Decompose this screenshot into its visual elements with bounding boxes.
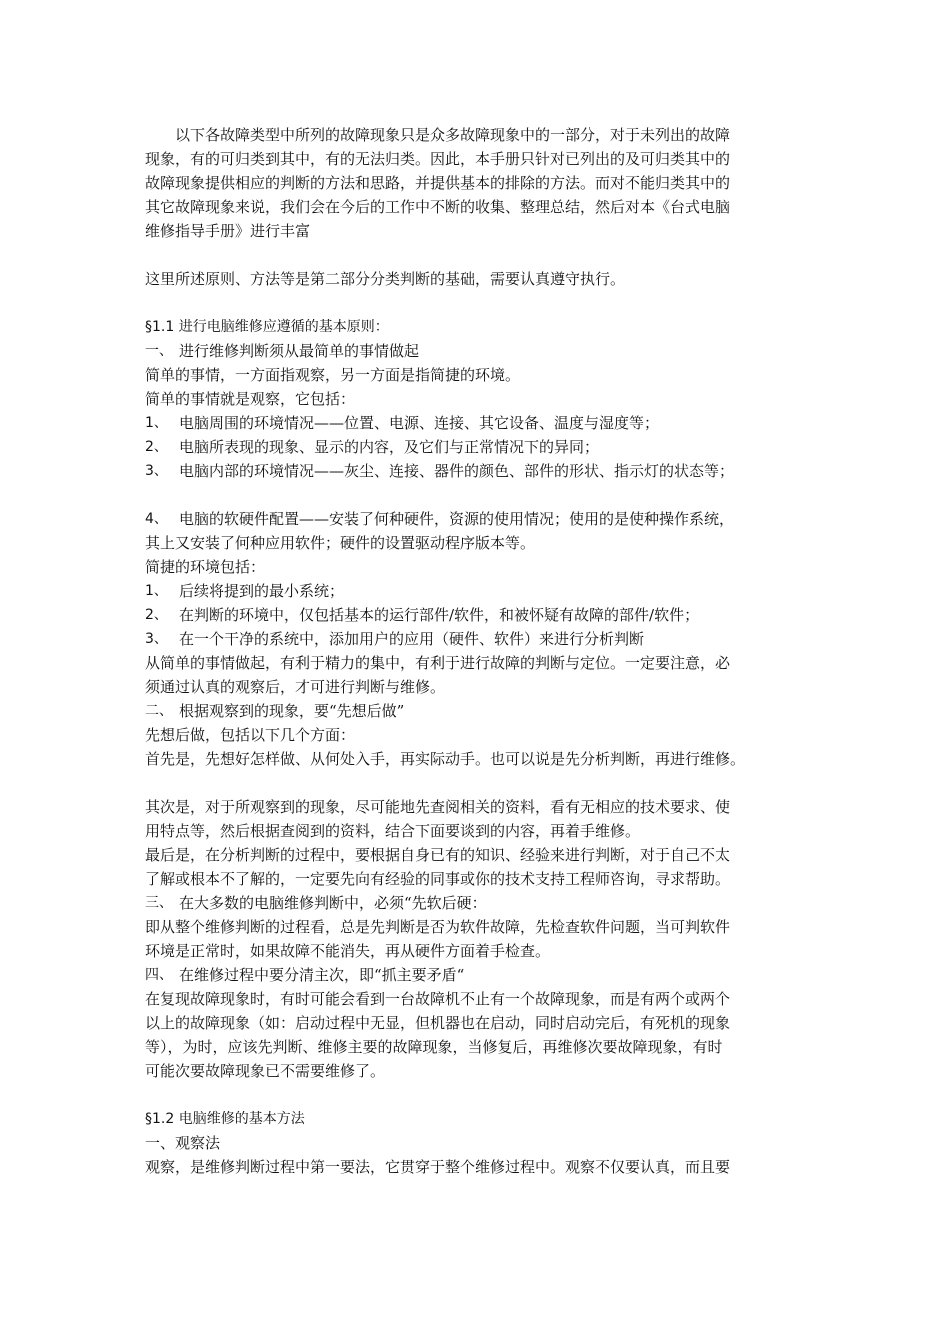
paragraph-line: 了解或根本不了解的，一定要先向有经验的同事或你的技术支持工程师咨询，寻求帮助。 [145,870,731,888]
list-number: 2、 [145,607,168,623]
paragraph-line: 在复现故障现象时，有时可能会看到一台故障机不止有一个故障现象，而是有两个或两个 [145,990,731,1008]
document-body [145,123,810,1179]
intro-note: 这里所述原则、方法等是第二部分分类判断的基础，需要认真遵守执行。 [145,270,626,288]
intro-line: 其它故障现象来说，我们会在今后的工作中不断的收集、整理总结，然后对本《台式电脑 [145,198,731,216]
list-text: 在判断的环境中，仅包括基本的运行部件/软件，和被怀疑有故障的部件/软件； [179,606,700,624]
section-heading-1-1: §1.1 进行电脑维修应遵循的基本原则： [145,319,389,335]
intro-line: 故障现象提供相应的判断的方法和思路，并提供基本的排除的方法。而对不能归类其中的 [145,174,731,192]
blank-line [145,291,810,315]
principle-number: 四、 [145,967,173,983]
principle-3-title [145,891,810,915]
list-item [145,603,810,627]
paragraph-line: 其次是，对于所观察到的现象，尽可能地先查阅相关的资料，看有无相应的技术要求、使 [145,798,731,816]
paragraph-line: 简单的事情，一方面指观察，另一方面是指简捷的环境。 [145,366,521,384]
section-heading-1-2: §1.2 电脑维修的基本方法 [145,1111,305,1127]
list-number: 2、 [145,439,168,455]
principle-number: 三、 [145,895,173,911]
list-text: 电脑内部的环境情况——灰尘、连接、器件的颜色、部件的形状、指示灯的状态等； [179,462,735,480]
list-text: 后续将提到的最小系统； [179,582,345,600]
list-number: 1、 [145,583,168,599]
paragraph-line: 其上又安装了何种应用软件；硬件的设置驱动程序版本等。 [145,534,536,552]
paragraph-line: 观察，是维修判断过程中第一要法，它贯穿于整个维修过程中。观察不仅要认真，而且要 [145,1158,731,1176]
list-item [145,507,810,531]
paragraph-line: 首先是，先想好怎样做、从何处入手，再实际动手。也可以说是先分析判断，再进行维修。 [145,750,746,768]
blank-line [145,243,810,267]
list-item [145,459,810,483]
list-text: 电脑所表现的现象、显示的内容，及它们与正常情况下的异同； [179,438,600,456]
paragraph-line: 以上的故障现象（如：启动过程中无显，但机器也在启动，同时启动完后，有死机的现象 [145,1014,731,1032]
principle-2-title [145,699,810,723]
list-number: 4、 [145,511,168,527]
list-text: 电脑的软硬件配置——安装了何种硬件，资源的使用情况；使用的是使种操作系统， [179,510,735,528]
paragraph-line: 从简单的事情做起，有利于精力的集中，有利于进行故障的判断与定位。一定要注意，必 [145,654,731,672]
principle-title: 在大多数的电脑维修判断中，必须“先软后硬： [179,894,487,912]
principle-number: 二、 [145,703,173,719]
list-text: 电脑周围的环境情况——位置、电源、连接、其它设备、温度与湿度等； [179,414,660,432]
paragraph-line: 须通过认真的观察后，才可进行判断与维修。 [145,678,446,696]
subsection-title: 一、观察法 [145,1134,221,1152]
principle-number: 一、 [145,343,173,359]
blank-line [145,1083,810,1107]
list-number: 3、 [145,463,168,479]
paragraph-line: 等），为时，应该先判断、维修主要的故障现象，当修复后，再维修次要故障现象，有时 [145,1038,723,1056]
paragraph-line: 先想后做，包括以下几个方面： [145,726,356,744]
intro-line: 维修指导手册》进行丰富 [145,222,311,240]
paragraph-line: 简捷的环境包括： [145,558,266,576]
list-item [145,411,810,435]
principle-4-title [145,963,810,987]
paragraph-line: 最后是，在分析判断的过程中，要根据自身已有的知识、经验来进行判断，对于自己不太 [145,846,731,864]
intro-line: 以下各故障类型中所列的故障现象只是众多故障现象中的一部分，对于未列出的故障 [175,126,731,144]
list-item [145,627,810,651]
principle-title: 在维修过程中要分清主次，即“抓主要矛盾“ [179,966,465,984]
list-text: 在一个干净的系统中，添加用户的应用（硬件、软件）来进行分析判断 [179,630,645,648]
paragraph-line: 可能次要故障现象已不需要维修了。 [145,1062,386,1080]
principle-title: 根据观察到的现象，要“先想后做” [179,702,405,720]
list-number: 3、 [145,631,168,647]
list-number: 1、 [145,415,168,431]
principle-title: 进行维修判断须从最简单的事情做起 [179,342,420,360]
principle-1-title [145,339,810,363]
paragraph-line: 用特点等，然后根据查阅到的资料，结合下面要谈到的内容，再着手维修。 [145,822,641,840]
paragraph-line: 即从整个维修判断的过程看，总是先判断是否为软件故障，先检查软件问题，当可判软件 [145,918,731,936]
paragraph-line: 简单的事情就是观察，它包括： [145,390,356,408]
list-item [145,435,810,459]
paragraph-line: 环境是正常时，如果故障不能消失，再从硬件方面着手检查。 [145,942,551,960]
blank-line [145,771,810,795]
intro-line: 现象，有的可归类到其中，有的无法归类。因此，本手册只针对已列出的及可归类其中的 [145,150,731,168]
list-item [145,579,810,603]
blank-line [145,483,810,507]
